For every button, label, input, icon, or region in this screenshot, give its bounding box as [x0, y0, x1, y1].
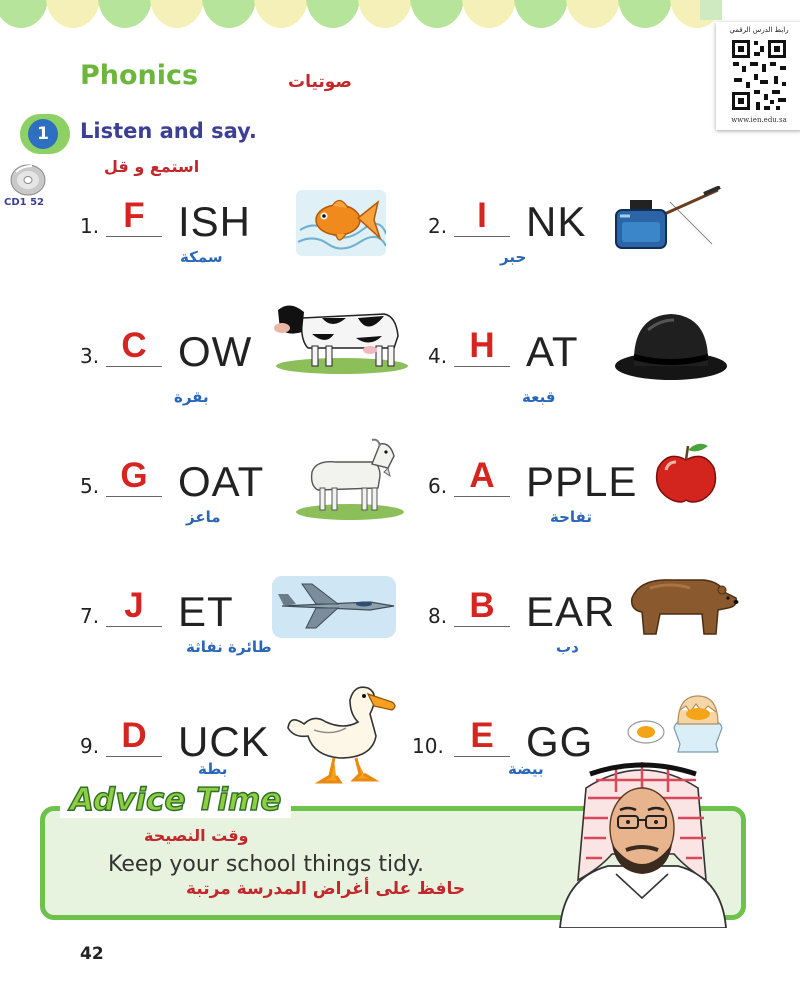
arabic-meaning: قبعة: [522, 388, 556, 406]
arabic-meaning: دب: [556, 638, 579, 656]
advice-text-arabic: حافظ على أغراض المدرسة مرتبة: [186, 879, 466, 899]
answer-letter[interactable]: D: [121, 716, 147, 755]
teacher-illustration: [556, 758, 730, 928]
answer-letter[interactable]: F: [123, 196, 145, 235]
answer-blank: [454, 366, 510, 367]
item-number: 3.: [80, 344, 100, 368]
word-ending: AT: [526, 328, 579, 375]
answer-letter[interactable]: B: [469, 586, 495, 625]
word-ending: OW: [178, 328, 253, 375]
page-number: 42: [80, 944, 104, 964]
qr-code-icon: [730, 38, 788, 112]
answer-blank: [454, 756, 510, 757]
answer-letter[interactable]: C: [121, 326, 147, 365]
item-number: 1.: [80, 214, 100, 238]
arabic-meaning: طائرة نفاثة: [186, 638, 272, 656]
answer-blank: [454, 626, 510, 627]
exercise-instruction: Listen and say.: [80, 119, 257, 143]
duck-picture: [284, 684, 408, 786]
word-ending: ET: [178, 588, 234, 635]
arabic-meaning: حبر: [500, 248, 527, 266]
answer-letter[interactable]: I: [477, 196, 487, 235]
apple-picture: [648, 440, 724, 506]
advice-text: Keep your school things tidy.: [108, 852, 424, 877]
answer-letter[interactable]: H: [469, 326, 495, 365]
item-number: 9.: [80, 734, 100, 758]
item-number: 4.: [428, 344, 448, 368]
item-number: 10.: [412, 734, 444, 758]
qr-title: رابط الدرس الرقمي: [729, 26, 789, 34]
word-ending: OAT: [178, 458, 265, 505]
qr-code-card[interactable]: [716, 22, 800, 130]
word-ending: UCK: [178, 718, 270, 765]
corner-decoration: [700, 0, 722, 20]
egg-picture: [626, 688, 726, 756]
advice-title: Advice Time: [60, 782, 291, 818]
answer-blank: [106, 626, 162, 627]
answer-blank: [106, 366, 162, 367]
advice-title-arabic: وقت النصيحة: [144, 826, 249, 845]
word-ending: PPLE: [526, 458, 638, 505]
word-ending: EAR: [526, 588, 616, 635]
audio-track-label: CD1 52: [4, 197, 44, 208]
top-scalloped-border: [0, 0, 720, 32]
cow-picture: [272, 296, 408, 374]
answer-blank: [454, 236, 510, 237]
section-title: Phonics: [80, 60, 199, 91]
arabic-meaning: بيضة: [508, 760, 544, 778]
exercise-number: 1: [28, 119, 58, 149]
bowler-hat-picture: [612, 306, 730, 384]
arabic-meaning: ماعز: [186, 508, 221, 526]
item-number: 8.: [428, 604, 448, 628]
arabic-meaning: بقرة: [174, 388, 209, 406]
arabic-meaning: سمكة: [180, 248, 223, 266]
cd-icon[interactable]: [8, 162, 46, 196]
section-title-arabic: صوتيات: [288, 72, 352, 92]
answer-letter[interactable]: G: [120, 456, 148, 495]
exercise-instruction-arabic: استمع و قل: [104, 157, 200, 176]
answer-blank: [106, 496, 162, 497]
bear-picture: [620, 568, 740, 640]
answer-blank: [106, 756, 162, 757]
jet-picture: [272, 576, 396, 638]
item-number: 7.: [80, 604, 100, 628]
answer-letter[interactable]: A: [469, 456, 495, 495]
answer-letter[interactable]: E: [470, 716, 494, 755]
answer-blank: [454, 496, 510, 497]
qr-url: www.ien.edu.sa: [731, 116, 787, 124]
item-number: 6.: [428, 474, 448, 498]
word-ending: NK: [526, 198, 587, 245]
arabic-meaning: بطة: [198, 760, 228, 778]
item-number: 2.: [428, 214, 448, 238]
word-ending: ISH: [178, 198, 252, 245]
goat-picture: [296, 438, 406, 520]
goldfish-picture: [296, 190, 386, 256]
item-number: 5.: [80, 474, 100, 498]
answer-letter[interactable]: J: [124, 586, 144, 625]
ink-bottle-picture: [600, 186, 724, 256]
answer-blank: [106, 236, 162, 237]
word-ending: GG: [526, 718, 594, 765]
arabic-meaning: تفاحة: [550, 508, 592, 526]
